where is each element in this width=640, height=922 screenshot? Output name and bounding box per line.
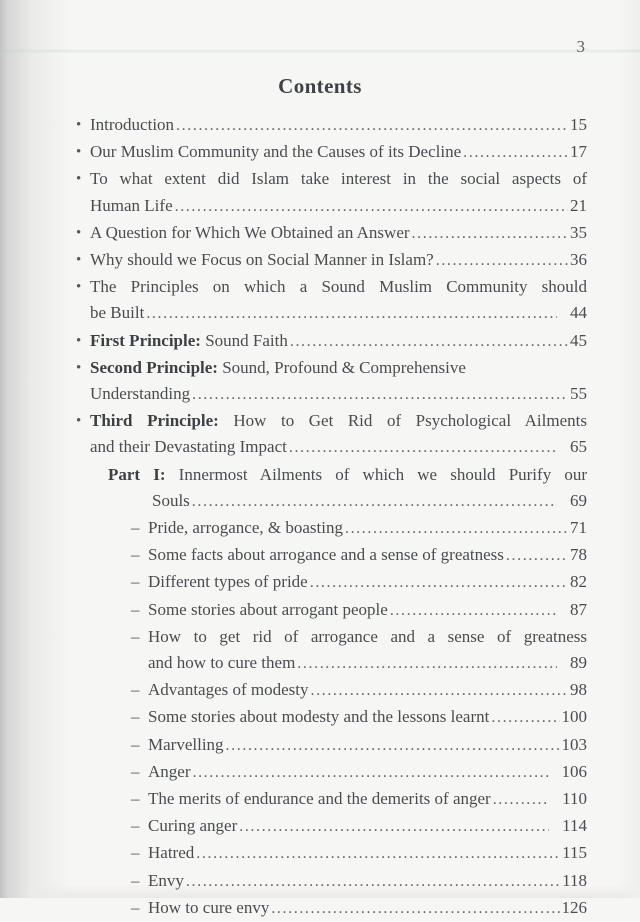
dot-leader bbox=[289, 434, 557, 461]
dot-leader bbox=[146, 300, 557, 327]
dot-leader bbox=[491, 704, 559, 731]
entry-bold-prefix: Part I: bbox=[108, 464, 166, 484]
page-number: 45 bbox=[570, 330, 587, 350]
dash-icon: – bbox=[131, 518, 140, 538]
dot-leader bbox=[297, 650, 557, 677]
entry-leader-line bbox=[148, 786, 587, 813]
toc-entry bbox=[75, 569, 587, 596]
dash-icon: – bbox=[131, 545, 140, 565]
page-number: 106 bbox=[561, 761, 587, 781]
dash-icon: – bbox=[131, 761, 140, 781]
dash-icon: – bbox=[131, 897, 140, 917]
entry-leader-line bbox=[148, 569, 587, 596]
dot-leader bbox=[226, 732, 560, 759]
entry-leader-line bbox=[90, 434, 587, 461]
dot-leader bbox=[436, 247, 568, 274]
toc-entry bbox=[75, 895, 587, 922]
entry-leader-line bbox=[90, 220, 587, 247]
entry-leader-line bbox=[148, 704, 587, 731]
dot-leader bbox=[192, 488, 557, 515]
entry-title: The merits of endurance and the demerits of anger bbox=[148, 789, 491, 809]
entry-line: Second Principle: Sound, Profound & Comprehensive bbox=[90, 357, 466, 377]
toc-entry bbox=[75, 813, 587, 840]
toc-entry bbox=[75, 786, 587, 813]
entry-line: To what extent did Islam take interest in the social aspects of bbox=[90, 169, 587, 189]
dot-leader bbox=[196, 840, 560, 867]
toc-entry bbox=[75, 328, 587, 355]
page-number: 110 bbox=[562, 789, 587, 809]
entry-title: Hatred bbox=[148, 843, 195, 863]
entry-leader-line bbox=[148, 515, 587, 542]
toc-entry bbox=[75, 515, 587, 542]
entry-title: Why should we Focus on Social Manner in Islam? bbox=[90, 250, 434, 270]
entry-leader-line bbox=[148, 542, 587, 569]
entry-leader-line bbox=[148, 732, 587, 759]
entry-leader-line bbox=[90, 139, 587, 166]
entry-title: Advantages of modesty bbox=[148, 680, 309, 700]
toc-entry bbox=[75, 759, 587, 786]
page-number: 118 bbox=[562, 870, 587, 890]
dot-leader bbox=[239, 813, 549, 840]
bullet-icon: • bbox=[76, 413, 82, 430]
entry-title: be Built bbox=[90, 303, 145, 323]
page-number: 71 bbox=[570, 518, 587, 538]
entry-title: Human Life bbox=[90, 195, 173, 215]
entry-leader-line bbox=[148, 868, 587, 895]
toc-entry bbox=[75, 274, 587, 327]
page-number: 87 bbox=[570, 599, 587, 619]
table-of-contents bbox=[75, 112, 587, 922]
bullet-icon: • bbox=[76, 252, 82, 269]
entry-title: Some facts about arrogance and a sense of greatness bbox=[148, 545, 504, 565]
entry-leader-line bbox=[148, 597, 587, 624]
page-number: 98 bbox=[570, 680, 587, 700]
toc-entry bbox=[75, 624, 587, 677]
dash-icon: – bbox=[131, 680, 140, 700]
entry-title: Understanding bbox=[90, 384, 191, 404]
page-number: 89 bbox=[570, 653, 587, 673]
page-number: 114 bbox=[562, 816, 587, 836]
page-number: 65 bbox=[570, 437, 587, 457]
dash-icon: – bbox=[131, 870, 140, 890]
page-number: 55 bbox=[570, 384, 587, 404]
toc-entry bbox=[75, 840, 587, 867]
toc-entry bbox=[75, 542, 587, 569]
entry-title: Envy bbox=[148, 870, 184, 890]
entry-title: Souls bbox=[152, 490, 190, 510]
entry-bold-prefix: First Principle: bbox=[90, 330, 201, 350]
toc-entry bbox=[75, 704, 587, 731]
toc-entry bbox=[75, 220, 587, 247]
page-folio: 3 bbox=[576, 37, 585, 56]
page-number: 103 bbox=[561, 734, 587, 754]
bullet-icon: • bbox=[76, 359, 82, 376]
page-number: 36 bbox=[570, 250, 587, 270]
dot-leader bbox=[493, 786, 549, 813]
entry-title: How to cure envy bbox=[148, 897, 270, 917]
entry-leader-line bbox=[90, 300, 587, 327]
page-number: 115 bbox=[562, 843, 587, 863]
entry-title: Different types of pride bbox=[148, 572, 308, 592]
dot-leader bbox=[506, 542, 568, 569]
entry-bold-prefix: Third Principle: bbox=[90, 411, 219, 431]
toc-entry bbox=[75, 408, 587, 461]
dot-leader bbox=[290, 328, 568, 355]
toc-entry bbox=[75, 732, 587, 759]
dot-leader bbox=[271, 895, 559, 922]
entry-leader-line bbox=[90, 381, 587, 408]
dash-icon: – bbox=[131, 816, 140, 836]
entry-line: How to get rid of arrogance and a sense of greatness bbox=[148, 626, 587, 646]
toc-entry bbox=[75, 355, 587, 408]
entry-leader-line bbox=[90, 193, 587, 220]
dot-leader bbox=[192, 381, 568, 408]
bullet-icon: • bbox=[76, 279, 82, 296]
entry-leader-line bbox=[148, 677, 587, 704]
page-number: 126 bbox=[561, 897, 587, 917]
page-number: 35 bbox=[570, 222, 587, 242]
dot-leader bbox=[412, 220, 568, 247]
toc-entry bbox=[75, 597, 587, 624]
bullet-icon: • bbox=[76, 224, 82, 241]
page-number: 15 bbox=[570, 115, 587, 134]
entry-leader-line bbox=[90, 328, 587, 355]
bullet-icon: • bbox=[76, 144, 82, 161]
toc-entry bbox=[75, 112, 587, 139]
dot-leader bbox=[390, 597, 557, 624]
dot-leader bbox=[345, 515, 568, 542]
entry-leader-line bbox=[148, 759, 587, 786]
entry-title: Marvelling bbox=[148, 734, 224, 754]
entry-leader-line bbox=[148, 840, 587, 867]
toc-entry bbox=[75, 462, 587, 515]
dash-icon: – bbox=[131, 843, 140, 863]
dash-icon: – bbox=[131, 599, 140, 619]
toc-entry bbox=[75, 166, 587, 219]
entry-bold-prefix: Second Principle: bbox=[90, 357, 218, 377]
entry-title: Our Muslim Community and the Causes of its Decline bbox=[90, 142, 462, 162]
dash-icon: – bbox=[131, 734, 140, 754]
dot-leader bbox=[310, 569, 568, 596]
page-number: 21 bbox=[570, 195, 587, 215]
dot-leader bbox=[192, 759, 548, 786]
dot-leader bbox=[186, 868, 560, 895]
entry-leader-line bbox=[90, 247, 587, 274]
bullet-icon: • bbox=[76, 332, 82, 349]
dot-leader bbox=[311, 677, 568, 704]
entry-title: and how to cure them bbox=[148, 653, 296, 673]
page-number: 69 bbox=[570, 490, 587, 510]
entry-title: Curing anger bbox=[148, 816, 238, 836]
entry-title: Some stories about arrogant people bbox=[148, 599, 388, 619]
dot-leader bbox=[176, 112, 568, 139]
bullet-icon: • bbox=[76, 117, 82, 133]
entry-title: Pride, arrogance, & boasting bbox=[148, 518, 343, 538]
contents-heading: Contents bbox=[278, 74, 362, 98]
dash-icon: – bbox=[131, 789, 140, 809]
toc-entry bbox=[75, 677, 587, 704]
page-number: 17 bbox=[570, 142, 587, 162]
entry-leader-line bbox=[148, 895, 587, 922]
entry-line: Third Principle: How to Get Rid of Psychological Ailments bbox=[90, 411, 587, 431]
entry-title: Anger bbox=[148, 761, 191, 781]
page-number: 44 bbox=[570, 303, 587, 323]
dot-leader bbox=[463, 139, 568, 166]
page-number: 78 bbox=[570, 545, 587, 565]
dash-icon: – bbox=[131, 626, 140, 646]
toc-entry bbox=[75, 139, 587, 166]
dot-leader bbox=[175, 193, 568, 220]
entry-line: The Principles on which a Sound Muslim Community should bbox=[90, 277, 587, 297]
entry-line: Part I: Innermost Ailments of which we should Purify our bbox=[108, 464, 587, 484]
entry-leader-line bbox=[90, 112, 587, 139]
bullet-icon: • bbox=[76, 171, 82, 188]
toc-entry bbox=[75, 868, 587, 895]
dash-icon: – bbox=[131, 572, 140, 592]
entry-leader-line bbox=[152, 488, 587, 515]
entry-title: and their Devastating Impact bbox=[90, 437, 287, 457]
dash-icon: – bbox=[131, 707, 140, 727]
entry-title: Introduction bbox=[90, 115, 175, 134]
page-number: 82 bbox=[570, 572, 587, 592]
toc-entry bbox=[75, 247, 587, 274]
entry-title: First Principle: Sound Faith bbox=[90, 330, 288, 350]
page-number: 100 bbox=[561, 707, 587, 727]
entry-leader-line bbox=[148, 650, 587, 677]
entry-title: Some stories about modesty and the lessons learnt bbox=[148, 707, 490, 727]
entry-leader-line bbox=[148, 813, 587, 840]
entry-title: A Question for Which We Obtained an Answer bbox=[90, 222, 410, 242]
